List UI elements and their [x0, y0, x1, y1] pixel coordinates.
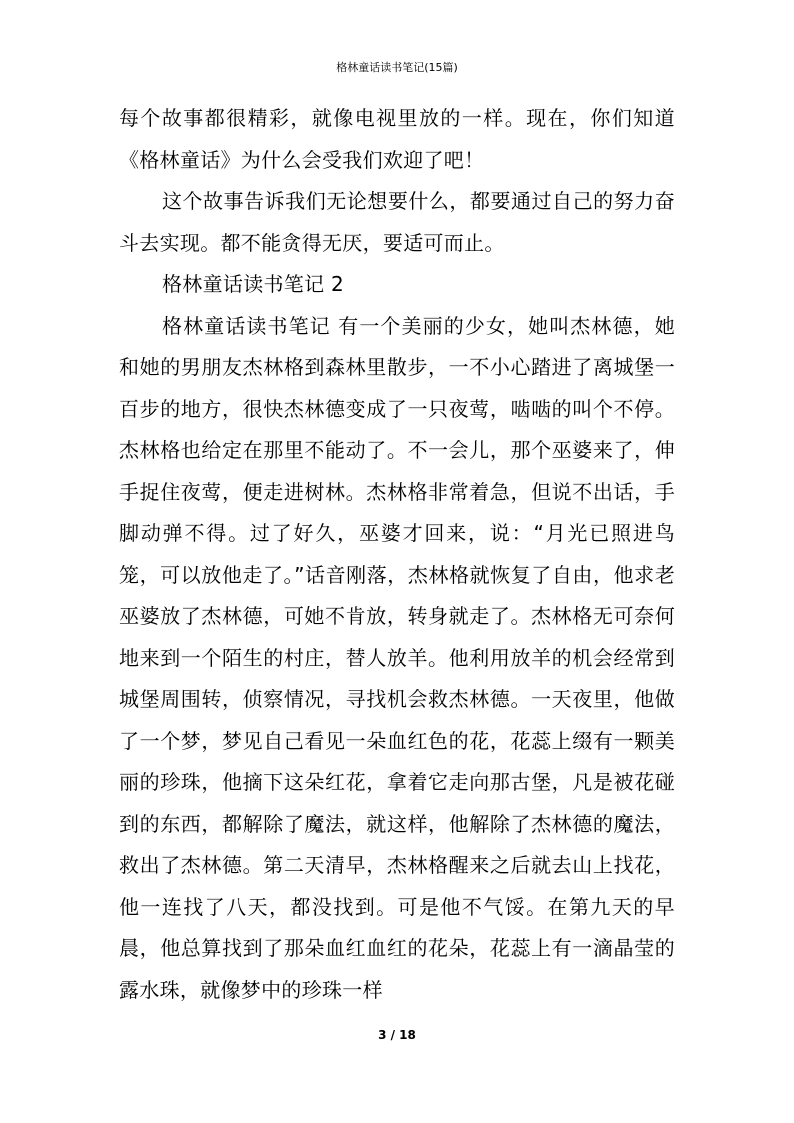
- paragraph-3: 格林童话读书笔记 有一个美丽的少女，她叫杰林德，她和她的男朋友杰林格到森林里散步，一不小心踏进了离城堡一百步的地方，很快杰林德变成了一只夜莺，啮啮的叫个不停。杰林格也给定在那里不能动了。不一会儿，那个巫婆来了，伸手捉住夜莺，便走进树林。杰林格非常着急，但说不出话，手脚动弹不得。过了好久，巫婆才回来，说：“月光已照进鸟笼，可以放他走了。”话音刚落，杰林格就恢复了自由，他求老巫婆放了杰林德，可她不肯放，转身就走了。杰林格无可奈何地来到一个陌生的村庄，替人放羊。他利用放羊的机会经常到城堡周围转，侦察情况，寻找机会救杰林德。一天夜里，他做了一个梦，梦见自己看见一朵血红色的花，花蕊上缀有一颗美丽的珍珠，他摘下这朵红花，拿着它走向那古堡，凡是被花碰到的东西，都解除了魔法，就这样，他解除了杰林德的魔法，救出了杰林德。第二天清早，杰林格醒来之后就去山上找花，他一连找了八天，都没找到。可是他不气馁。在第九天的早晨，他总算找到了那朵血红血红的花朵，花蕊上有一滴晶莹的露水珠，就像梦中的珍珠一样: [119, 313, 675, 1002]
- page-number: 3 / 18: [378, 1028, 416, 1042]
- paragraph-2: 这个故事告诉我们无论想要什么，都要通过自己的努力奋斗去实现。都不能贪得无厌，要适可而止。: [119, 189, 675, 255]
- section-heading: 格林童话读书笔记 2: [162, 272, 345, 296]
- page-header-title: 格林童话读书笔记(15篇): [336, 61, 458, 74]
- paragraph-1: 每个故事都很精彩，就像电视里放的一样。现在，你们知道《格林童话》为什么会受我们欢迎了吧！: [119, 106, 675, 172]
- document-body: [119, 98, 675, 1011]
